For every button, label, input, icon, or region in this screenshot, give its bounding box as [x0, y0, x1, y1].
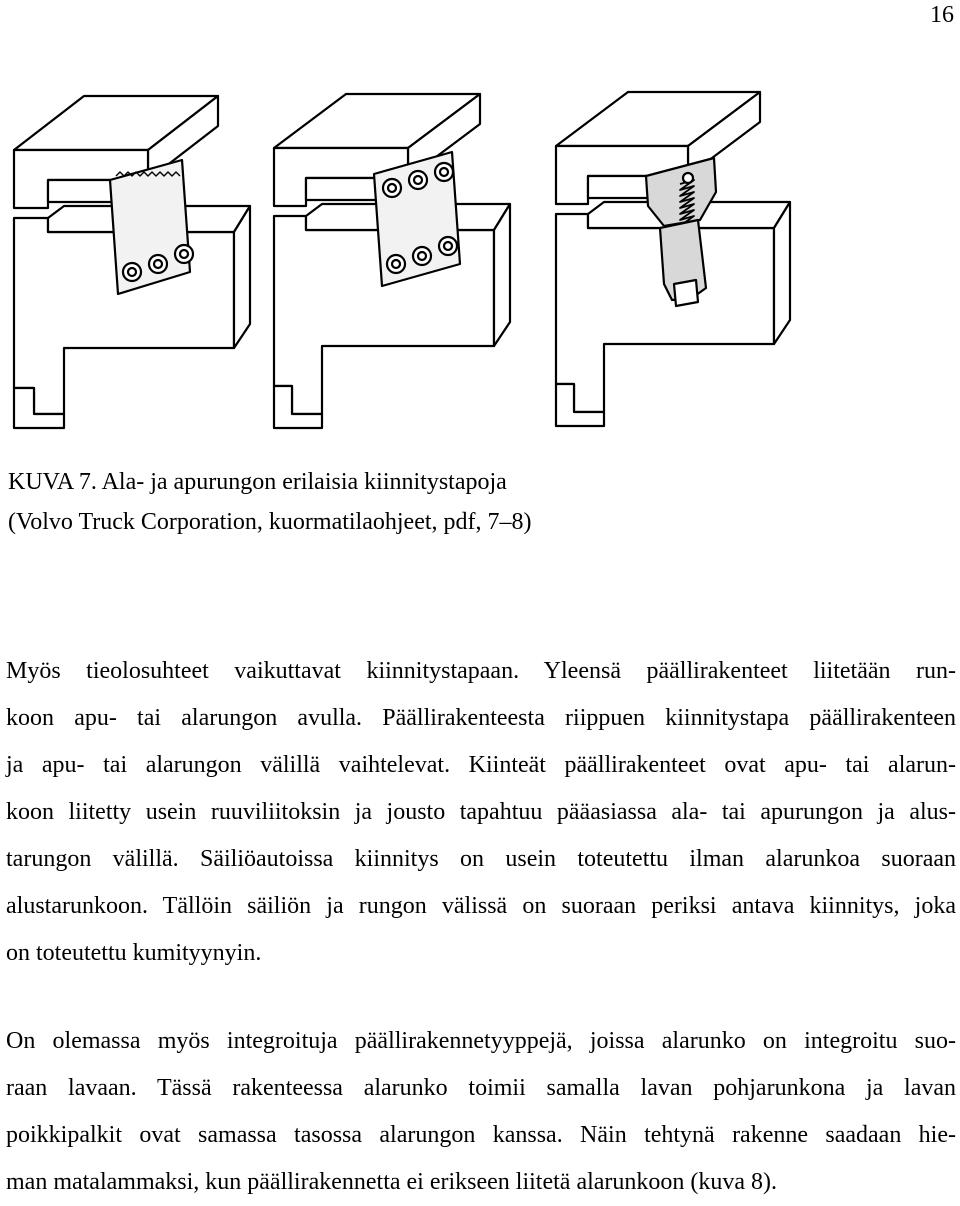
paragraph-line: Myös tieolosuhteet vaikuttavat kiinnitystapaan. Yleensä päällirakenteet liitetään run-: [6, 658, 956, 684]
frame-with-spring-bracket-illustration: [556, 92, 790, 426]
paragraph-line: tarungon välillä. Säiliöautoissa kiinnitys on usein toteutettu ilman alarunkoa suoraan: [6, 846, 956, 872]
page-number: 16: [930, 2, 954, 28]
figure-caption: [8, 462, 532, 542]
frame-with-toothed-plate-illustration: [14, 96, 250, 428]
paragraph-line: man matalammaksi, kun päällirakennetta ei erikseen liitetä alarunkoon (kuva 8).: [6, 1169, 778, 1195]
figure-caption-line-1: KUVA 7. Ala- ja apurungon erilaisia kiinnitystapoja: [8, 469, 507, 495]
paragraph-line: raan lavaan. Tässä rakenteessa alarunko toimii samalla lavan pohjarunkona ja lavan: [6, 1075, 956, 1101]
paragraph-2: [6, 1018, 956, 1206]
paragraph-line: ja apu- tai alarungon välillä vaihtelevat. Kiinteät päällirakenteet ovat apu- tai alarun-: [6, 752, 956, 778]
paragraph-1: [6, 648, 956, 977]
frame-with-bolted-plate-illustration: [274, 94, 510, 428]
paragraph-line: koon apu- tai alarungon avulla. Päällirakenteesta riippuen kiinnitystapa päällirakenteen: [6, 705, 956, 731]
paragraph-line: koon liitetty usein ruuviliitoksin ja jousto tapahtuu pääasiassa ala- tai apurungon ja alus-: [6, 799, 956, 825]
paragraph-line: alustarunkoon. Tällöin säiliön ja rungon välissä on suoraan periksi antava kiinnitys, joka: [6, 893, 956, 919]
paragraph-line: on toteutettu kumityynyin.: [6, 940, 262, 966]
paragraph-line: On olemassa myös integroituja päällirakennetyyppejä, joissa alarunko on integroitu suo-: [6, 1028, 956, 1054]
frame-attachment-figure: [0, 88, 960, 448]
paragraph-line: poikkipalkit ovat samassa tasossa alarungon kanssa. Näin tehtynä rakenne saadaan hie-: [6, 1122, 956, 1148]
figure-caption-line-2: (Volvo Truck Corporation, kuormatilaohjeet, pdf, 7–8): [8, 509, 532, 535]
